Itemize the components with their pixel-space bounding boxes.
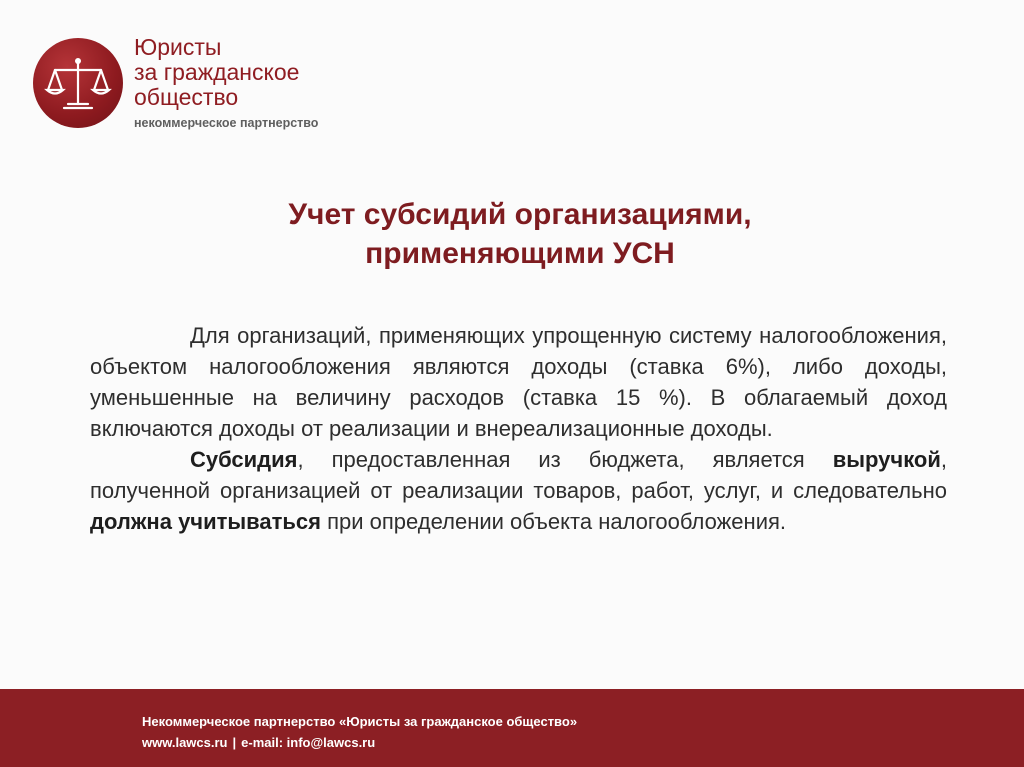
slide-title — [200, 195, 840, 273]
paragraph-2-text-2: , полученной организацией от реализации товаров, работ, услуг, и следовательно — [90, 447, 947, 503]
logo-line-1: Юристы — [134, 34, 222, 60]
term-subsidy: Субсидия — [190, 447, 298, 472]
slide-title-line-2: применяющими УСН — [365, 237, 675, 270]
paragraph-2-text-1: , предоставленная из бюджета, является — [297, 447, 833, 472]
logo — [33, 34, 373, 130]
term-revenue: выручкой — [832, 447, 941, 472]
logo-wordmark — [134, 35, 318, 130]
scales-icon — [33, 38, 123, 128]
footer-bar — [0, 689, 1024, 767]
footer-organization: Некоммерческое партнерство «Юристы за гражданское общество» — [142, 714, 578, 729]
slide-title-line-1: Учет субсидий организациями, — [288, 198, 752, 231]
paragraph-2 — [90, 444, 947, 537]
footer-contacts — [142, 732, 577, 753]
paragraph-2-text-3: при определении объекта налогообложения. — [321, 509, 787, 534]
logo-line-3: общество — [134, 84, 239, 110]
logo-line-2: за гражданское — [134, 59, 300, 85]
logo-subtitle: некоммерческое партнерство — [134, 116, 319, 130]
slide-body — [90, 320, 947, 537]
logo-emblem — [33, 38, 123, 128]
paragraph-1: Для организаций, применяющих упрощенную систему налогообложения, объектом налогообложения являются доходы (ставка 6%), либо доходы, уменьшенные на величину расходов (ставка 15 %). В облагаемый доход включаются доходы от реализации и внереализационные доходы. — [90, 323, 947, 441]
term-must-account: должна учитываться — [90, 509, 321, 534]
footer-website-link[interactable]: www.lawcs.ru — [142, 735, 228, 750]
footer-text — [142, 711, 577, 753]
footer-email-link[interactable]: e-mail: info@lawcs.ru — [241, 735, 376, 750]
footer-separator: | — [232, 735, 237, 750]
